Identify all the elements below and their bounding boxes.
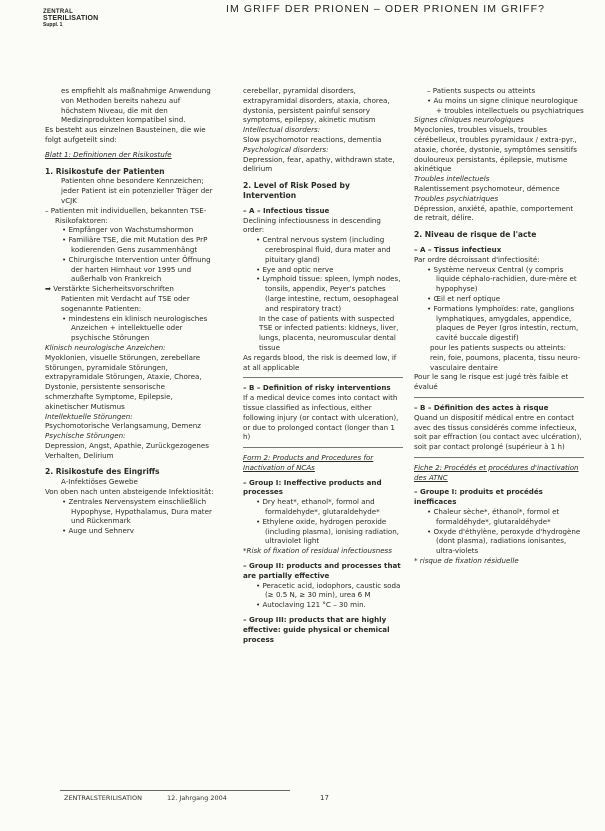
italic-label: Troubles psychiatriques	[414, 193, 499, 203]
subsection-heading: – A – Infectious tissue	[243, 205, 330, 215]
bullet-item: • Ethylene oxide, hydrogen peroxide (including plasma), ionising radiation, ultraviolet light	[256, 516, 400, 546]
bullet-item: • Oxyde d'éthylène, peroxyde d'hydrogène (dont plasma), radiations ionisantes, ultra-violets	[427, 526, 581, 556]
paragraph: cerebellar, pyramidal disorders, extrapyramidal disorders, ataxia, chorea, dystonia, persistent painful sensory symptoms, epilepsy, akinetic mutism	[243, 86, 390, 125]
subsection-heading: – B – Definition of risky interventions	[243, 383, 391, 393]
paragraph: Dépression, anxiété, apathie, comportement de retrait, délire.	[414, 203, 574, 223]
column-french	[414, 86, 584, 566]
paragraph: Es besteht aus einzelnen Bausteinen, die wie folgt aufgeteilt sind:	[45, 125, 206, 144]
paragraph: Pour le sang le risque est jugé très faible et évalué	[414, 372, 569, 392]
paragraph: If a medical device comes into contact with tissue classified as infectious, either following injury (or contact with ulceration), or due to prolonged contact (longer than 1 h)	[243, 393, 399, 442]
section-heading: 2. Risikostufe des Eingriffs	[45, 467, 160, 477]
bullet-item: • Chirurgische Intervention unter Öffnung der harten Hirnhaut vor 1995 und außerhalb von Frankreich	[62, 254, 211, 284]
footer-date: 12. Jahrgang 2004	[167, 794, 227, 802]
subsection-heading: – B – Définition des actes à risque	[414, 402, 549, 412]
section-heading: 1. Risikostufe der Patienten	[45, 166, 165, 176]
section-divider	[243, 447, 403, 448]
bullet-item: • Système nerveux Central (y compris liquide céphalo-rachidien, dure-mère et hypophyse)	[427, 264, 577, 294]
bullet-item: • Auge und Sehnerv	[62, 526, 134, 536]
paragraph: As regards blood, the risk is deemed low, if at all applicable	[243, 352, 397, 372]
italic-label: Klinisch neurologische Anzeichen:	[45, 342, 166, 352]
bullet-item: • Central nervous system (including cerebrospinal fluid, dura mater and pituitary gland)	[256, 235, 391, 264]
logo-line-1: ZENTRAL	[43, 9, 74, 15]
bullet-item: – Patients suspects ou atteints	[427, 86, 536, 95]
form-heading: Blatt 1: Definitionen der Risikostufe	[45, 149, 172, 159]
logo-line-3: Suppl. 1	[43, 22, 63, 28]
form-heading: Fiche 2: Procédés et procédures d'inactivation des ATNC	[414, 462, 579, 482]
arrow-item: ➡ Verstärkte Sicherheitsvorschriften	[45, 284, 174, 294]
section-heading: 2. Level of Risk Posed by Intervention	[243, 181, 350, 200]
subsection-heading: – A – Tissus infectieux	[414, 244, 502, 254]
indented-paragraph: A-Infektiöses Gewebe	[61, 477, 138, 487]
column-english	[243, 86, 403, 644]
bullet-item: • Autoclaving 121 °C – 30 min.	[256, 600, 366, 610]
footer-journal: ZENTRALSTERILISATION	[64, 794, 142, 802]
section-divider	[414, 397, 584, 398]
bullet-item: • mindestens ein klinisch neurologisches Anzeichen + intellektuelle oder psychische Störungen	[62, 313, 208, 343]
paragraph: Depression, fear, apathy, withdrawn state, delirium	[243, 154, 395, 174]
bullet-item: • Au moins un signe clinique neurologique + troubles intellectuels ou psychiatriques	[427, 95, 584, 115]
bullet-item: • Empfänger von Wachstumshormon	[62, 225, 194, 235]
italic-label: Psychological disorders:	[243, 144, 329, 154]
logo-line-2: STERILISATION	[43, 15, 99, 22]
bullet-item: • Peracetic acid, iodophors, caustic soda (≥ 0.5 N, ≥ 30 min), urea 6 M	[256, 580, 401, 600]
paragraph: Par ordre décroissant d'infectiosité:	[414, 254, 540, 264]
paragraph: Psychomotorische Verlangsamung, Demenz	[45, 421, 201, 431]
paragraph: Von oben nach unten absteigende Infektiosität:	[45, 487, 214, 497]
bullet-item: • Eye and optic nerve	[256, 264, 334, 274]
paragraph: Slow psychomotor reactions, dementia	[243, 134, 382, 144]
italic-label: *Risk of fixation of residual infectiousness	[243, 546, 392, 556]
indented-paragraph: pour les patients suspects ou atteints: rein, foie, poumons, placenta, tissu neuro-vasculaire dentaire	[430, 342, 581, 372]
subsection-heading: – Group I: Ineffective products and processes	[243, 477, 382, 497]
running-title: IM GRIFF DER PRIONEN – ODER PRIONEN IM GRIFF?	[226, 3, 546, 15]
indented-paragraph: In the case of patients with suspected TSE or infected patients: kidneys, liver, lungs, placenta, neuromuscular dental tissue	[259, 313, 399, 352]
subsection-heading: – Groupe I: produits et procédés inefficaces	[414, 487, 543, 507]
bullet-item: • Œil et nerf optique	[427, 293, 501, 303]
bullet-item: • Chaleur sèche*, éthanol*, formol et formaldéhyde*, glutaraldéhyde*	[427, 507, 560, 526]
indented-paragraph: es empfiehlt als maßnahmige Anwendung von Methoden bereits nahezu auf höchstem Niveau, die mit den Medizinprodukten kompatibel sind.	[61, 86, 211, 125]
paragraph: Myoklonien, visuelle Störungen, zerebellare Störungen, pyramidale Störungen, extrapyramidale Störungen, Ataxie, Chorea, Dystonie, persistente sensorische schmerzhafte Symptome, Epilepsie, akinetischer Mutismus	[45, 352, 202, 411]
paragraph: Ralentissement psychomoteur, démence	[414, 183, 560, 193]
page-number: 17	[320, 794, 329, 802]
italic-label: Intellektuelle Störungen:	[45, 411, 133, 421]
section-heading: 2. Niveau de risque de l'acte	[414, 230, 537, 240]
paragraph: Declining infectiousness in descending order:	[243, 215, 381, 235]
bullet-item: • Lymphoid tissue: spleen, lymph nodes, tonsils, appendix, Peyer's patches (large intestine, rectum, oesophageal and respiratory tract)	[256, 274, 401, 313]
bullet-item: • Familiäre TSE, die mit Mutation des PrP kodierenden Gens zusammenhängt	[62, 235, 208, 254]
journal-logo	[43, 9, 98, 28]
column-german	[45, 86, 215, 536]
form-heading: Form 2: Products and Procedures for Inactivation of NCAs	[243, 453, 374, 472]
subsection-heading: – Group II: products and processes that are partially effective	[243, 561, 401, 580]
bullet-item: • Formations lymphoïdes: rate, ganglions lymphatiques, amygdales, appendice, plaques de Peyer (gros intestin, rectum, cavité buccale digestif)	[427, 303, 579, 343]
italic-label: Troubles intellectuels	[414, 174, 490, 184]
bullet-item: • Dry heat*, ethanol*, formol and formaldehyde*, glutaraldehyde*	[256, 497, 380, 517]
indented-paragraph: Patienten ohne besondere Kennzeichen; jeder Patient ist ein potenzieller Träger der vCJK	[61, 176, 213, 205]
paragraph: Depression, Angst, Apathie, Zurückgezogenes Verhalten, Delirium	[45, 440, 209, 460]
bullet-item: • Zentrales Nervensystem einschließlich Hypophyse, Hypothalamus, Dura mater und Rückenmark	[62, 496, 212, 526]
paragraph: Quand un dispositif médical entre en contact avec des tissus considérés comme infectieux, soit par effraction (ou contact avec ulcération), soit par contact prolongé (supérieur à 1 h)	[414, 412, 582, 452]
section-divider	[414, 457, 584, 458]
subsection-heading: – Group III: products that are highly effective: guide physical or chemical process	[243, 615, 390, 644]
italic-label: Signes cliniques neurologiques	[414, 115, 524, 125]
italic-label: Psychische Störungen:	[45, 431, 126, 441]
footer-rule	[60, 790, 290, 791]
paragraph: Myoclonies, troubles visuels, troubles cérébelleux, troubles pyramidaux / extra-pyr., ataxie, chorée, dystonie, symptômes sensitifs douloureux persistants, épilepsie, mutisme akinétique	[414, 125, 577, 174]
section-divider	[243, 377, 403, 378]
dash-item: – Patienten mit individuellen, bekannten TSE-Risikofaktoren:	[45, 205, 207, 225]
italic-label: * risque de fixation résiduelle	[414, 556, 519, 566]
italic-label: Intellectual disorders:	[243, 125, 321, 135]
indented-paragraph: Patienten mit Verdacht auf TSE oder sogenannte Patienten:	[61, 293, 190, 313]
